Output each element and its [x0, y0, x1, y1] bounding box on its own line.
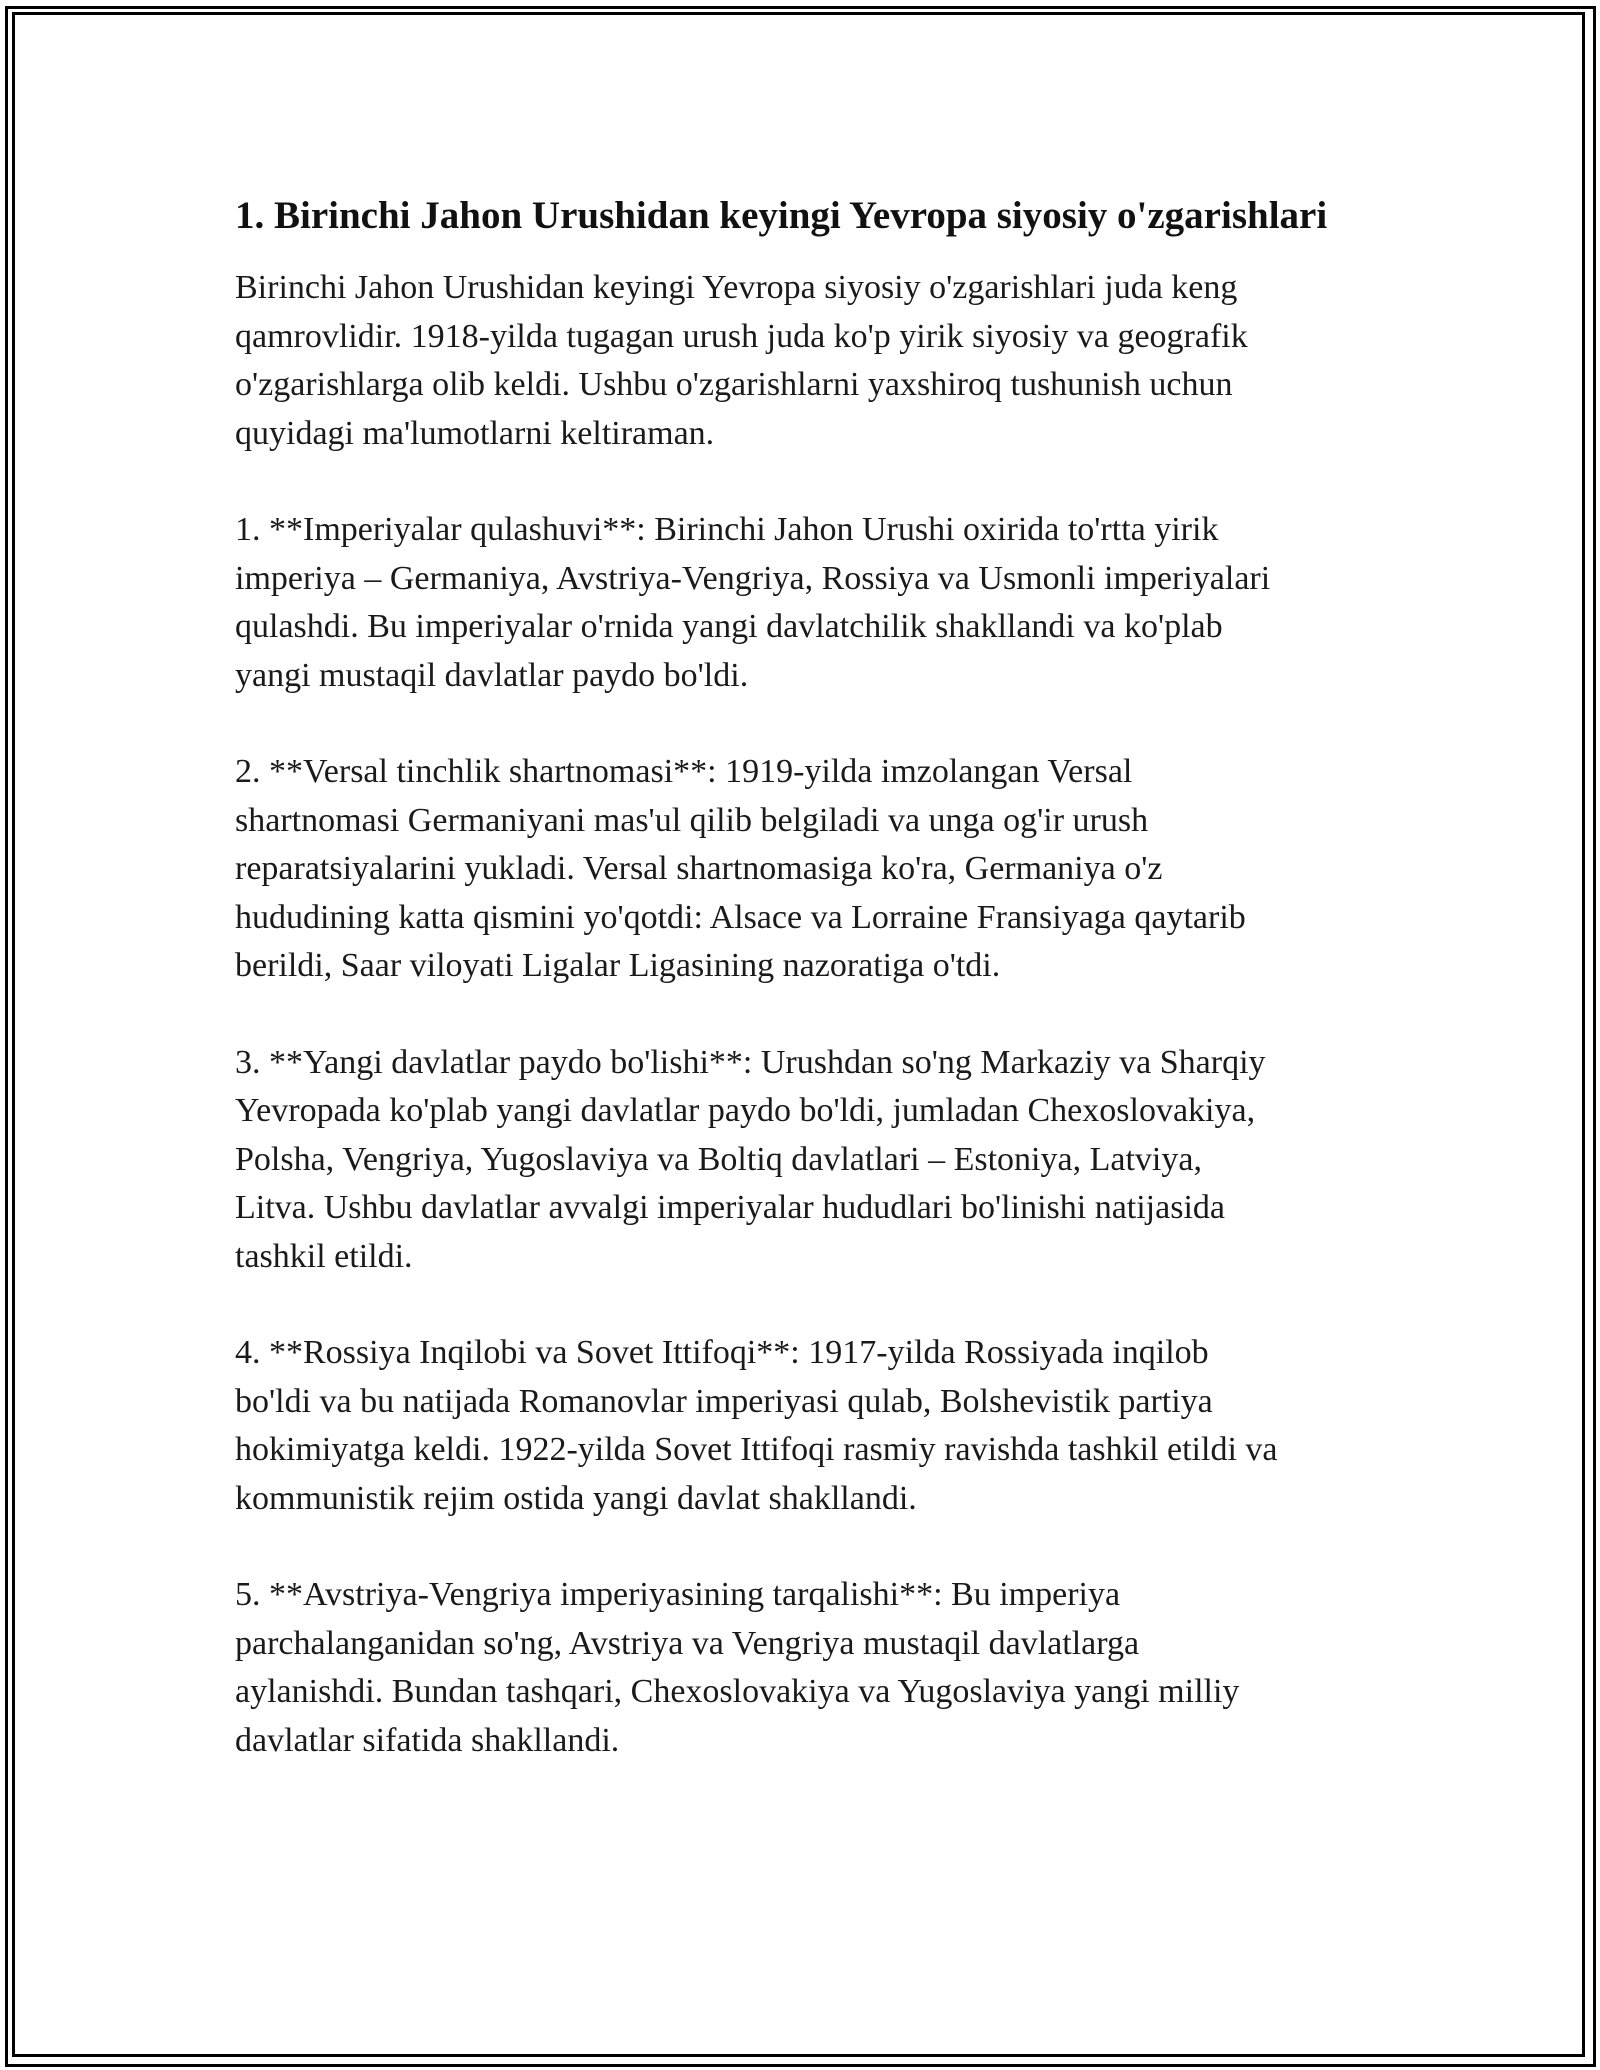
paragraph-new-states: 3. **Yangi davlatlar paydo bo'lishi**: Urushdan so'ng Markaziy va Sharqiy Yevropada ko'plab yangi davlatlar paydo bo'ldi, jumladan Chexoslovakiya, Polsha, Vengriya, Yugoslaviya va Boltiq davlatlari – Estoniya, Latviya, Litva. Ushbu davlatlar avvalgi imperiyalar hududlari bo'linishi natijasida tashkil etildi. [235, 1043, 1266, 1275]
paragraph-russian-revolution: 4. **Rossiya Inqilobi va Sovet Ittifoqi**: 1917-yilda Rossiyada inqilob bo'ldi va bu natijada Romanovlar imperiyasi qulab, Bolshevistik partiya hokimiyatga keldi. 1922-yilda Sovet Ittifoqi rasmiy ravishda tashkil etildi va kommunistik rejim ostida yangi davlat shakllandi. [235, 1334, 1278, 1517]
paragraph-austria-hungary: 5. **Avstriya-Vengriya imperiyasining tarqalishi**: Bu imperiya parchalanganidan so'ng, Avstriya va Vengriya mustaqil davlatlarga aylanishdi. Bundan tashqari, Chexoslovakiya va Yugoslaviya yangi milliy davlatlar sifatida shakllandi. [235, 1576, 1240, 1759]
intro-paragraph: Birinchi Jahon Urushidan keyingi Yevropa siyosiy o'zgarishlari juda keng qamrovlidir. 1918-yilda tugagan urush juda ko'p yirik siyosiy va geografik o'zgarishlarga olib keldi. Ushbu o'zgarishlarni yaxshiroq tushunish uchun quyidagi ma'lumotlarni keltiraman. [235, 269, 1248, 452]
paragraph-versailles-treaty: 2. **Versal tinchlik shartnomasi**: 1919-yilda imzolangan Versal shartnomasi Germaniyani mas'ul qilib belgiladi va unga og'ir urush reparatsiyalarini yukladi. Versal shartnomasiga ko'ra, Germaniya o'z hududining katta qismini yo'qotdi: Alsace va Lorraine Fransiyaga qaytarib berildi, Saar viloyati Ligalar Ligasining nazoratiga o'tdi. [235, 753, 1246, 984]
document-body [235, 188, 1375, 1813]
document-title: 1. Birinchi Jahon Urushidan keyingi Yevropa siyosiy o'zgarishlari [235, 194, 1328, 237]
paragraph-empire-collapse: 1. **Imperiyalar qulashuvi**: Birinchi Jahon Urushi oxirida to'rtta yirik imperiya – Germaniya, Avstriya-Vengriya, Rossiya va Usmonli imperiyalari qulashdi. Bu imperiyalar o'rnida yangi davlatchilik shakllandi va ko'plab yangi mustaqil davlatlar paydo bo'ldi. [235, 511, 1271, 694]
